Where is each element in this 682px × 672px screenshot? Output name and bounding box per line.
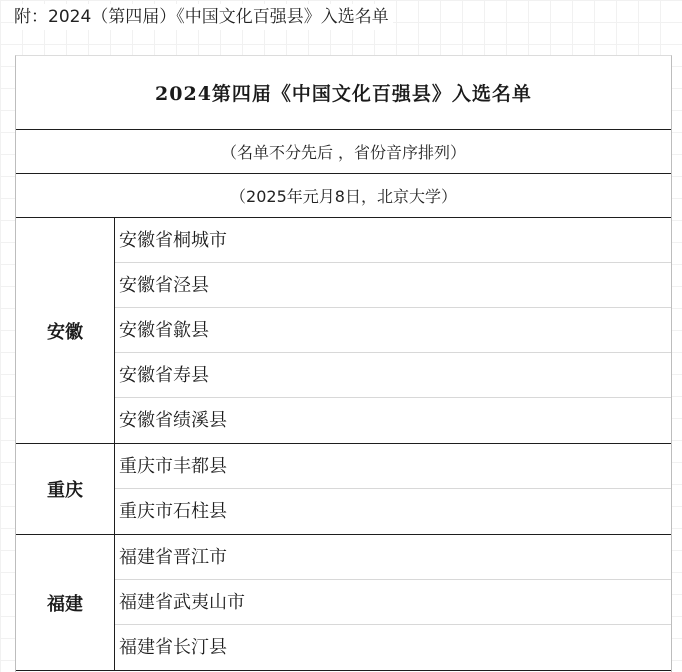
county-item: 重庆市石柱县 [119,501,227,522]
province-group-chongqing [16,444,671,535]
county-item: 福建省武夷山市 [115,580,671,625]
province-group-fujian [16,535,671,671]
table-date-line: （2025年元月8日，北京大学） [16,174,671,218]
province-label: 福建 [16,535,115,670]
county-item: 安徽省绩溪县 [119,410,227,431]
document-heading: 附：2024（第四届）《中国文化百强县》入选名单 [14,4,393,30]
county-item: 安徽省泾县 [115,263,671,308]
county-list [115,535,671,670]
county-list [115,218,671,443]
list-table [15,55,672,672]
county-item: 福建省长汀县 [119,637,227,658]
county-item: 安徽省桐城市 [115,218,671,263]
province-group-anhui [16,218,671,444]
county-item: 安徽省歙县 [115,308,671,353]
county-item: 安徽省寿县 [115,353,671,398]
county-list [115,444,671,534]
table-title: 2024第四届《中国文化百强县》入选名单 [16,56,671,130]
province-label: 重庆 [16,444,115,534]
province-label: 安徽 [16,218,115,443]
table-note: （名单不分先后 ，省份音序排列） [16,130,671,174]
county-item: 福建省晋江市 [115,535,671,580]
county-item: 重庆市丰都县 [115,444,671,489]
